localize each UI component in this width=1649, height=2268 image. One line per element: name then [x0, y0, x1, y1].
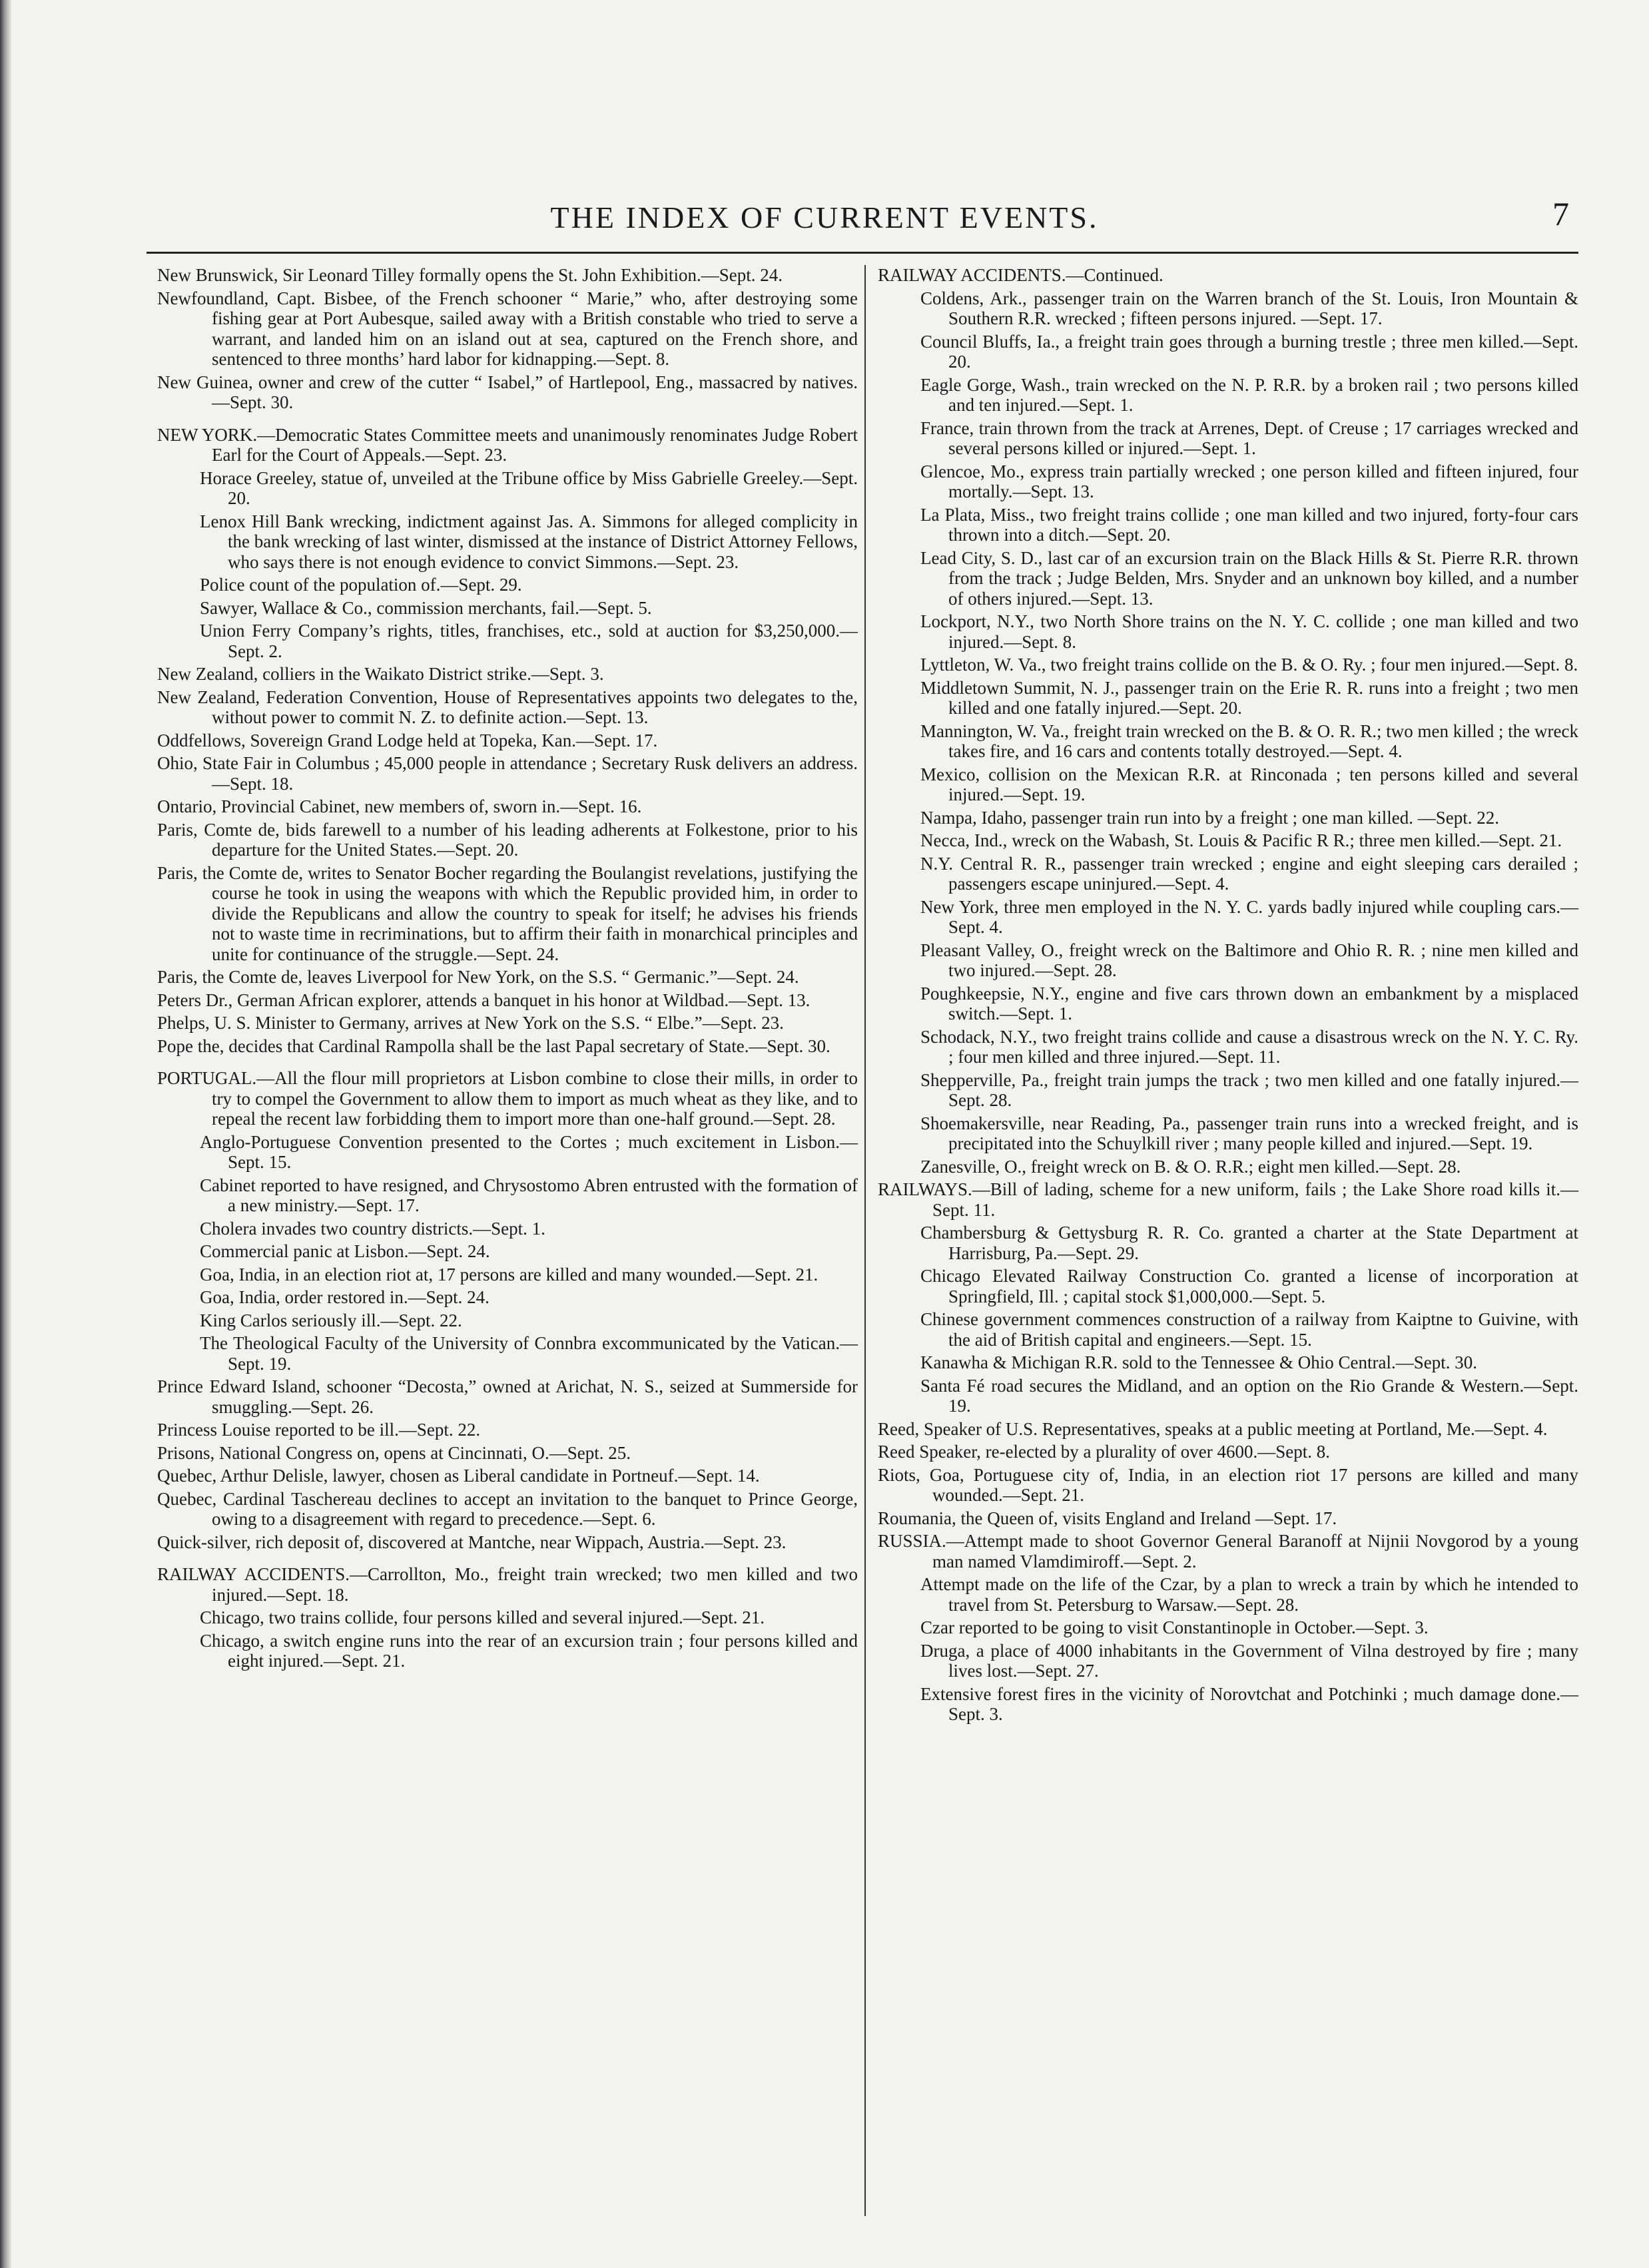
index-subentry: Zanesville, O., freight wreck on B. & O. R.R.; eight men killed.—Sept. 28.	[920, 1156, 1461, 1177]
index-subentry: Horace Greeley, statue of, unveiled at the Tribune office by Miss Gabrielle Greeley.—Sept. 20.	[200, 467, 858, 508]
index-entry: Reed Speaker, re-elected by a plurality of over 4600.—Sept. 8.	[878, 1442, 1330, 1462]
index-subentry: Pleasant Valley, O., freight wreck on the Baltimore and Ohio R. R. ; nine men killed and two injured.—Sept. 28.	[920, 940, 1578, 980]
index-subentry: Extensive forest fires in the vicinity of Norovtchat and Potchinki ; much damage done.—Sept. 3.	[920, 1683, 1578, 1724]
index-entry: Newfoundland, Capt. Bisbee, of the French schooner “ Marie,” who, after destroying some fishing gear at Port Aubesque, sailed away with a British constable who tried to serve a warrant, and landed him on an island out at sea, captured on the French shore, and sentenced to three months’ hard labor for kidnapping.—Sept. 8.	[157, 288, 858, 369]
index-entry: Roumania, the Queen of, visits England and Ireland —Sept. 17.	[878, 1508, 1337, 1528]
index-subentry: King Carlos seriously ill.—Sept. 22.	[200, 1310, 462, 1330]
index-subentry: France, train thrown from the track at Arrenes, Dept. of Creuse ; 17 carriages wrecked and several persons killed or injured.—Sept. 1.	[920, 418, 1578, 458]
index-subentry: Coldens, Ark., passenger train on the Warren branch of the St. Louis, Iron Mountain & Southern R.R. wrecked ; fifteen persons injured. —Sept. 17.	[920, 288, 1578, 328]
index-entry: Reed, Speaker of U.S. Representatives, speaks at a public meeting at Portland, Me.—Sept. 4.	[878, 1418, 1548, 1439]
page-edge-shadow	[0, 0, 12, 2268]
index-subentry: Mannington, W. Va., freight train wrecked on the B. & O. R. R.; two men killed ; the wreck takes fire, and 16 cars and contents totally destroyed.—Sept. 4.	[920, 720, 1578, 761]
index-subentry: Schodack, N.Y., two freight trains collide and cause a disastrous wreck on the N. Y. C. Ry. ; four men killed and three injured.—Sept. 11.	[920, 1026, 1578, 1067]
index-subentry: Goa, India, in an election riot at, 17 persons are killed and many wounded.—Sept. 21.	[200, 1264, 819, 1284]
index-subentry: Druga, a place of 4000 inhabitants in the Government of Vilna destroyed by fire ; many lives lost.—Sept. 27.	[920, 1640, 1578, 1681]
index-entry: Quebec, Cardinal Taschereau declines to accept an invitation to the banquet to Prince George, owing to a disagreement with regard to precedence.—Sept. 6.	[157, 1488, 858, 1529]
index-entry: RUSSIA.—Attempt made to shoot Governor General Baranoff at Nijnii Novgorod by a young man named Vlamdimiroff.—Sept. 2.	[878, 1531, 1578, 1571]
index-subentry: Nampa, Idaho, passenger train run into by a freight ; one man killed. —Sept. 22.	[920, 807, 1500, 828]
index-entry: New Brunswick, Sir Leonard Tilley formally opens the St. John Exhibition.—Sept. 24.	[157, 265, 783, 285]
index-subentry: Necca, Ind., wreck on the Wabash, St. Louis & Pacific R R.; three men killed.—Sept. 21.	[920, 830, 1562, 850]
index-subentry: The Theological Faculty of the University of Connbra excommunicated by the Vatican.—Sept. 19.	[200, 1333, 858, 1374]
index-entry: New Zealand, Federation Convention, House of Representatives appoints two delegates to the, without power to commit N. Z. to definite action.—Sept. 13.	[157, 687, 858, 727]
index-subentry: Cholera invades two country districts.—Sept. 1.	[200, 1218, 545, 1239]
index-entry: Riots, Goa, Portuguese city of, India, in an election riot 17 persons are killed and many wounded.—Sept. 21.	[878, 1464, 1578, 1505]
index-subentry: Shepperville, Pa., freight train jumps the track ; two men killed and one fatally injured.—Sept. 28.	[920, 1069, 1578, 1110]
index-subentry: Attempt made on the life of the Czar, by a plan to wreck a train by which he intended to travel from St. Petersburg to Warsaw.—Sept. 28.	[920, 1574, 1578, 1615]
index-entry: Paris, Comte de, bids farewell to a number of his leading adherents at Folkestone, prior to his departure for the United States.—Sept. 20.	[157, 819, 858, 860]
index-entry: Oddfellows, Sovereign Grand Lodge held at Topeka, Kan.—Sept. 17.	[157, 730, 658, 750]
index-entry: New Zealand, colliers in the Waikato District strike.—Sept. 3.	[157, 664, 604, 684]
index-subentry: Goa, India, order restored in.—Sept. 24.	[200, 1287, 490, 1307]
index-entry: RAILWAY ACCIDENTS.—Carrollton, Mo., freight train wrecked; two men killed and two injured.—Sept. 18.	[157, 1564, 858, 1605]
index-entry: Paris, the Comte de, leaves Liverpool for New York, on the S.S. “ Germanic.”—Sept. 24.	[157, 967, 799, 987]
index-subentry: Eagle Gorge, Wash., train wrecked on the N. P. R.R. by a broken rail ; two persons killed and ten injured.—Sept. 1.	[920, 374, 1578, 415]
index-entry: Ohio, State Fair in Columbus ; 45,000 people in attendance ; Secretary Rusk delivers an address.—Sept. 18.	[157, 753, 858, 794]
index-entry: Quebec, Arthur Delisle, lawyer, chosen as Liberal candidate in Portneuf.—Sept. 14.	[157, 1466, 760, 1486]
index-subentry: N.Y. Central R. R., passenger train wrecked ; engine and eight sleeping cars derailed ; passengers escape uninjured.—Sept. 4.	[920, 853, 1578, 894]
index-subentry: Commercial panic at Lisbon.—Sept. 24.	[200, 1241, 490, 1261]
column-divider	[864, 265, 866, 2216]
index-entry: Phelps, U. S. Minister to Germany, arrives at New York on the S.S. “ Elbe.”—Sept. 23.	[157, 1013, 784, 1033]
index-entry: Quick-silver, rich deposit of, discovered at Mantche, near Wippach, Austria.—Sept. 23.	[157, 1532, 787, 1552]
index-entry: RAILWAYS.—Bill of lading, scheme for a new uniform, fails ; the Lake Shore road kills it.—Sept. 11.	[878, 1179, 1578, 1220]
index-subentry: Sawyer, Wallace & Co., commission merchants, fail.—Sept. 5.	[200, 597, 652, 618]
index-subentry: Middletown Summit, N. J., passenger train on the Erie R. R. runs into a freight ; two men killed and one fatally injured.—Sept. 20.	[920, 677, 1578, 718]
index-entry: RAILWAY ACCIDENTS.—Continued.	[878, 265, 1163, 285]
index-entry: NEW YORK.—Democratic States Committee meets and unanimously renominates Judge Robert Earl for the Court of Appeals.—Sept. 23.	[157, 424, 858, 465]
left-column	[157, 265, 858, 2223]
index-subentry: La Plata, Miss., two freight trains collide ; one man killed and two injured, forty-four cars thrown into a ditch.—Sept. 20.	[920, 504, 1578, 545]
index-entry: Paris, the Comte de, writes to Senator Bocher regarding the Boulangist revelations, justifying the course he took in using the weapons with which the Republic provided him, in order to divide the Republicans and allow the country to speak for itself; he advises his friends not to waste time in recriminations, but to affirm their faith in monarchical principles and unite for continuance of the struggle.—Sept. 24.	[157, 862, 858, 964]
page-title: THE INDEX OF CURRENT EVENTS.	[550, 200, 1099, 234]
index-subentry: Czar reported to be going to visit Constantinople in October.—Sept. 3.	[920, 1617, 1429, 1637]
index-subentry: Union Ferry Company’s rights, titles, franchises, etc., sold at auction for $3,250,000.—Sept. 2.	[200, 621, 858, 661]
index-subentry: Lockport, N.Y., two North Shore trains on the N. Y. C. collide ; one man killed and two injured.—Sept. 8.	[920, 611, 1578, 652]
index-subentry: Anglo-Portuguese Convention presented to the Cortes ; much excitement in Lisbon.—Sept. 15.	[200, 1131, 858, 1172]
index-subentry: Lyttleton, W. Va., two freight trains collide on the B. & O. Ry. ; four men injured.—Sept. 8.	[920, 655, 1578, 675]
index-subentry: Council Bluffs, Ia., a freight train goes through a burning trestle ; three men killed.—Sept. 20.	[920, 331, 1578, 372]
index-subentry: Cabinet reported to have resigned, and Chrysostomo Abren entrusted with the formation of a new ministry.—Sept. 17.	[200, 1175, 858, 1215]
index-entry: Peters Dr., German African explorer, attends a banquet in his honor at Wildbad.—Sept. 13.	[157, 990, 811, 1010]
index-subentry: Lenox Hill Bank wrecking, indictment against Jas. A. Simmons for alleged complicity in the bank wrecking of last winter, dismissed at the instance of District Attorney Fellows, who says there is not enough evidence to convict Simmons.—Sept. 23.	[200, 511, 858, 572]
right-column	[878, 265, 1578, 2223]
index-entry: Pope the, decides that Cardinal Rampolla shall be the last Papal secretary of State.—Sept. 30.	[157, 1035, 830, 1056]
index-subentry: Chicago, two trains collide, four persons killed and several injured.—Sept. 21.	[200, 1607, 765, 1627]
index-entry: Ontario, Provincial Cabinet, new members of, sworn in.—Sept. 16.	[157, 796, 642, 816]
index-subentry: Kanawha & Michigan R.R. sold to the Tennessee & Ohio Central.—Sept. 30.	[920, 1352, 1477, 1372]
page-header	[0, 194, 1649, 241]
index-subentry: Chambersburg & Gettysburg R. R. Co. granted a charter at the State Department at Harrisburg, Pa.—Sept. 29.	[920, 1223, 1578, 1263]
index-subentry: Santa Fé road secures the Midland, and an option on the Rio Grande & Western.—Sept. 19.	[920, 1375, 1578, 1416]
page-number: 7	[1552, 195, 1569, 232]
index-entry: New Guinea, owner and crew of the cutter “ Isabel,” of Hartlepool, Eng., massacred by natives.—Sept. 30.	[157, 372, 858, 412]
index-subentry: Lead City, S. D., last car of an excursion train on the Black Hills & St. Pierre R.R. thrown from the track ; Judge Belden, Mrs. Snyder and an unknown boy killed, and a number of others injured.—Sept. 13.	[920, 547, 1578, 609]
index-subentry: New York, three men employed in the N. Y. C. yards badly injured while coupling cars.—Sept. 4.	[920, 896, 1578, 937]
index-subentry: Mexico, collision on the Mexican R.R. at Rinconada ; ten persons killed and several injured.—Sept. 19.	[920, 764, 1578, 804]
index-subentry: Chicago, a switch engine runs into the rear of an excursion train ; four persons killed and eight injured.—Sept. 21.	[200, 1630, 858, 1671]
index-entry: Prisons, National Congress on, opens at Cincinnati, O.—Sept. 25.	[157, 1442, 631, 1463]
index-entry: Prince Edward Island, schooner “Decosta,” owned at Arichat, N. S., seized at Summerside for smuggling.—Sept. 26.	[157, 1376, 858, 1417]
index-entry: PORTUGAL.—All the flour mill proprietors at Lisbon combine to close their mills, in order to try to compel the Government to allow them to import as much wheat as they like, and to repeal the recent law forbidding them to import more than one-half ground.—Sept. 28.	[157, 1068, 858, 1129]
index-subentry: Chicago Elevated Railway Construction Co. granted a license of incorporation at Springfield, Ill. ; capital stock $1,000,000.—Sept. 5.	[920, 1266, 1578, 1306]
header-rule	[147, 252, 1578, 254]
index-entry: Princess Louise reported to be ill.—Sept. 22.	[157, 1420, 481, 1440]
index-subentry: Poughkeepsie, N.Y., engine and five cars thrown down an embankment by a misplaced switch.—Sept. 1.	[920, 983, 1578, 1023]
index-subentry: Police count of the population of.—Sept. 29.	[200, 575, 522, 595]
index-subentry: Chinese government commences construction of a railway from Kaiptne to Guivine, with the aid of British capital and engineers.—Sept. 15.	[920, 1309, 1578, 1350]
index-subentry: Glencoe, Mo., express train partially wrecked ; one person killed and fifteen injured, four mortally.—Sept. 13.	[920, 461, 1578, 501]
index-subentry: Shoemakersville, near Reading, Pa., passenger train runs into a wrecked freight, and is precipitated into the Schuylkill river ; many people killed and injured.—Sept. 19.	[920, 1113, 1578, 1153]
